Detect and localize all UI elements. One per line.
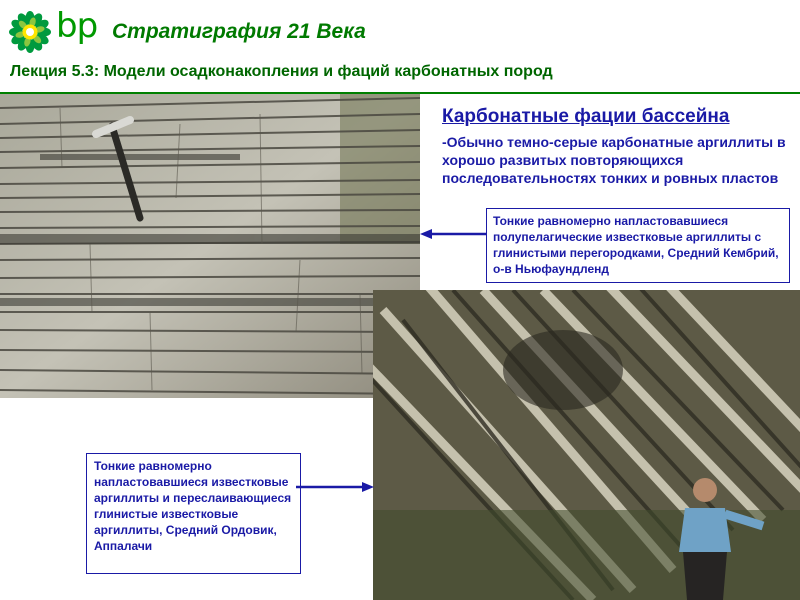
section-title: Карбонатные фации бассейна — [442, 106, 730, 127]
right-arrow-icon — [296, 479, 376, 500]
lecture-title: Лекция 5.3: Модели осадконакопления и фаций карбонатных пород — [10, 63, 553, 80]
caption-upper: Тонкие равномерно напластовавшиеся полупелагические известковые аргиллиты с глинистыми перегородками, Средний Кембрий, о-в Ньюфаундленд — [486, 208, 790, 283]
bp-wordmark: bp — [56, 6, 98, 46]
caption-lower: Тонкие равномерно напластовавшиеся известковые аргиллиты и переслаивающиеся глинистые известковые аргиллиты, Средний Ордовик, Аппалачи — [86, 453, 301, 574]
course-title: Стратиграфия 21 Века — [112, 20, 366, 43]
bp-logo-icon — [8, 10, 52, 54]
outcrop-photo-ordovician — [373, 290, 800, 600]
left-arrow-icon — [420, 226, 488, 247]
section-description: -Обычно темно-серые карбонатные аргиллиты в хорошо развитых повторяющихся последовательностях тонких и ровных пластов — [442, 134, 786, 186]
outcrop-photo-cambrian — [0, 94, 420, 398]
